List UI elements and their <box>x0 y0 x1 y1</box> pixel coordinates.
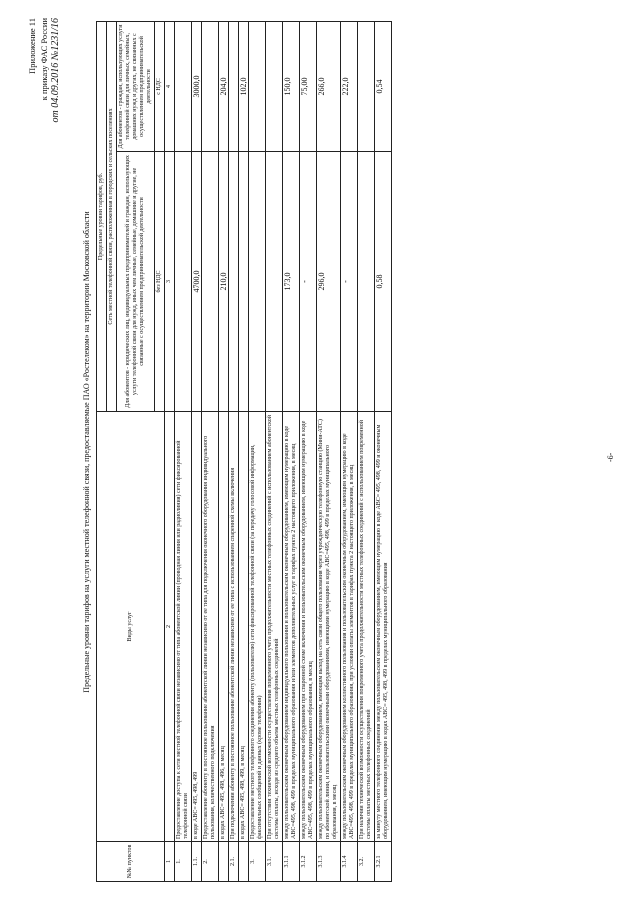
row-service-text: между пользовательским оконечным оборудованием индивидуального пользования и пользовательским оконечным оборудованием, имеющим нумерацию в коде АВС=495, 498, 499 в пределах муниципального образования и/или элементов дополнительных услуг в тарифах пункта 2 настоящего приложения, в месяц <box>283 412 300 842</box>
row-number: 3.1.1 <box>283 842 300 882</box>
row-value-excl-vat <box>239 152 249 412</box>
table-row <box>266 21 283 881</box>
tariff-table-body <box>175 21 392 881</box>
row-value-incl-vat <box>202 21 219 151</box>
appendix-label: Приложение 11 <box>27 18 37 74</box>
header-levels: Предельные уровни тарифов, руб. <box>97 21 107 411</box>
table-row <box>229 21 239 881</box>
row-service-text: за минуту местного телефонного соединения между пользовательским оконечным оборудованием, имеющим нумерацию в коде АВС= 495, 498, 499 и оконечным оборудованием, имеющим нумерацию в кодах АВС= 495, 498, 499 в пределах муниципального образования <box>375 412 392 842</box>
row-service-text: Предоставление местного телефонного соединения абоненту (пользователю) сети фиксированной телефонной связи (за передачу голосовой информации, факсимильных сообщений и данных (кроме телефонии) <box>249 412 266 842</box>
row-value-excl-vat: - <box>300 152 317 412</box>
row-value-incl-vat <box>175 21 192 151</box>
header-num: №№ пунктов <box>97 842 165 882</box>
row-value-excl-vat <box>175 152 192 412</box>
header-networks: Сеть местной телефонной связи, расположенная в городских и сельских поселениях <box>107 21 117 411</box>
row-number: 3.1.2 <box>300 842 317 882</box>
row-value-excl-vat <box>229 152 239 412</box>
row-service-text: между пользовательским оконечным оборудованием коллективного пользования и пользовательским оконечным оборудованием, имеющим нумерацию в коде АВС=495, 498, 499 в пределах муниципального образования, при условии оплаты элементов в тарифах пункта 2 настоящего приложения, в месяц <box>341 412 358 842</box>
index-cell: 3 <box>165 152 175 412</box>
row-service-text: между пользовательским оконечным оборудованием, имеющим выход на сеть связи общего пользования через учрежденческую телефонную станцию (Мини-АТС) по абонентской линии, и пользовательскими оконечными оборудованиями, имеющими нумерацию в коде АВС=495, 498, 499 в пределах муниципального образования, в месяц <box>317 412 341 842</box>
row-number: 3. <box>249 842 266 882</box>
row-value-incl-vat: 222,0 <box>341 21 358 151</box>
table-row <box>239 21 249 881</box>
row-number <box>239 842 249 882</box>
row-value-incl-vat <box>229 21 239 151</box>
row-service-text: Предоставление абоненту в постоянное пользование абонентской линии независимо от ее типа для подключения оконечного оборудования индивидуального пользования, количественного подключения <box>202 412 219 842</box>
index-cell: 1 <box>165 842 175 882</box>
row-value-excl-vat <box>266 152 283 412</box>
header-services: Виды услуг <box>97 412 165 842</box>
row-number: 2. <box>202 842 219 882</box>
table-row <box>202 21 219 881</box>
row-number: 1. <box>175 842 192 882</box>
row-service-text: между пользовательским оконечным оборудованием при спаренной схеме включения и пользовательским оконечным оборудованием, имеющим нумерацию в коде АВС=495, 498, 499 в пределах муниципального образования, в месяц <box>300 412 317 842</box>
row-number: 3.2. <box>358 842 375 882</box>
rotated-sheet <box>20 12 620 892</box>
row-value-incl-vat: 3000,0 <box>192 21 202 151</box>
row-number: 3.1. <box>266 842 283 882</box>
row-value-excl-vat: 4700,0 <box>192 152 202 412</box>
index-cell: 4 <box>165 21 175 151</box>
table-row <box>192 21 202 881</box>
row-value-incl-vat: 0,54 <box>375 21 392 151</box>
row-value-excl-vat: - <box>341 152 358 412</box>
row-service-text: При отсутствии технической возможности осуществления повременного учета продолжительности местных телефонных соединений с использованием абонентской системы оплаты, исходя из среднего объема местных телефонных соединений <box>266 412 283 842</box>
header-col-citizens: Для абонентов - граждан, использующих услуги телефонной связи для личных, семейных, домашних нужд и других, не связанных с осуществлением предпринимательской деятельности <box>117 21 155 151</box>
row-service-text: Предоставление доступа к сети местной телефонной связи независимо от типа абонентской линии (проводная линия или радиолиния) сети фиксированной телефонной связи <box>175 412 192 842</box>
row-service-text: в кодах АВС= 495, 498, 496, в месяц <box>219 412 229 842</box>
row-number: 3.1.3 <box>317 842 341 882</box>
table-row <box>249 21 266 881</box>
page-number: -6- <box>606 452 615 462</box>
row-value-excl-vat <box>202 152 219 412</box>
header-col-legal: Для абонентов - юридических лиц, индивидуальных предпринимателей и граждан, использующих услуги телефонной связи для нужд, иных чем личные, семейные, домашние и другие, не связанные с осуществлением предпринимательской деятельности <box>117 152 155 412</box>
row-service-text: При наличии технической возможности осуществления повременного учета продолжительности местных телефонных соединений с использованием повременной системы оплаты местных телефонных соединений <box>358 412 375 842</box>
row-value-incl-vat: 102,0 <box>239 21 249 151</box>
row-number: 3.2.1 <box>375 842 392 882</box>
header-vat-incl: с НДС <box>155 21 165 151</box>
row-value-incl-vat <box>266 21 283 151</box>
row-value-incl-vat <box>358 21 375 151</box>
table-row <box>175 21 192 881</box>
row-value-excl-vat: 173,0 <box>283 152 300 412</box>
row-value-excl-vat: 0,58 <box>375 152 392 412</box>
index-cell: 2 <box>165 412 175 842</box>
table-row <box>317 21 341 881</box>
row-number: 2.1. <box>229 842 239 882</box>
row-value-excl-vat: 210,0 <box>219 152 229 412</box>
header-vat-excl: без НДС <box>155 152 165 412</box>
row-service-text: При подключении абоненту в постоянное пользование абонентской линии независимо от ее типа с использованием спаренной схемы включения <box>229 412 239 842</box>
tariff-table <box>96 21 392 882</box>
row-value-incl-vat: 266,0 <box>317 21 341 151</box>
row-number: 3.1.4 <box>341 842 358 882</box>
row-value-incl-vat <box>249 21 266 151</box>
row-value-excl-vat <box>358 152 375 412</box>
row-value-incl-vat: 75,00 <box>300 21 317 151</box>
row-value-incl-vat: 150,0 <box>283 21 300 151</box>
document-title: Предельные уровни тарифов на услуги местной телефонной связи, предоставляемые ПАО «Ростелеком» на территории Московской области <box>82 211 91 693</box>
row-value-excl-vat <box>249 152 266 412</box>
table-row <box>375 21 392 881</box>
row-value-excl-vat: 296,0 <box>317 152 341 412</box>
table-row <box>358 21 375 881</box>
row-number: 1.1. <box>192 842 202 882</box>
order-label: к приказу ФАС России <box>39 18 49 101</box>
row-service-text: в коде АВС= 495, 498, 499 <box>192 412 202 842</box>
row-value-incl-vat: 204,0 <box>219 21 229 151</box>
document-header <box>26 18 62 122</box>
row-number <box>219 842 229 882</box>
table-row <box>300 21 317 881</box>
table-row <box>283 21 300 881</box>
row-service-text: в кодах АВС= 495, 498, 499, в месяц <box>239 412 249 842</box>
table-row <box>341 21 358 881</box>
order-date-line: от 04.09.2016 №1231/16 <box>50 18 61 123</box>
table-row <box>219 21 229 881</box>
